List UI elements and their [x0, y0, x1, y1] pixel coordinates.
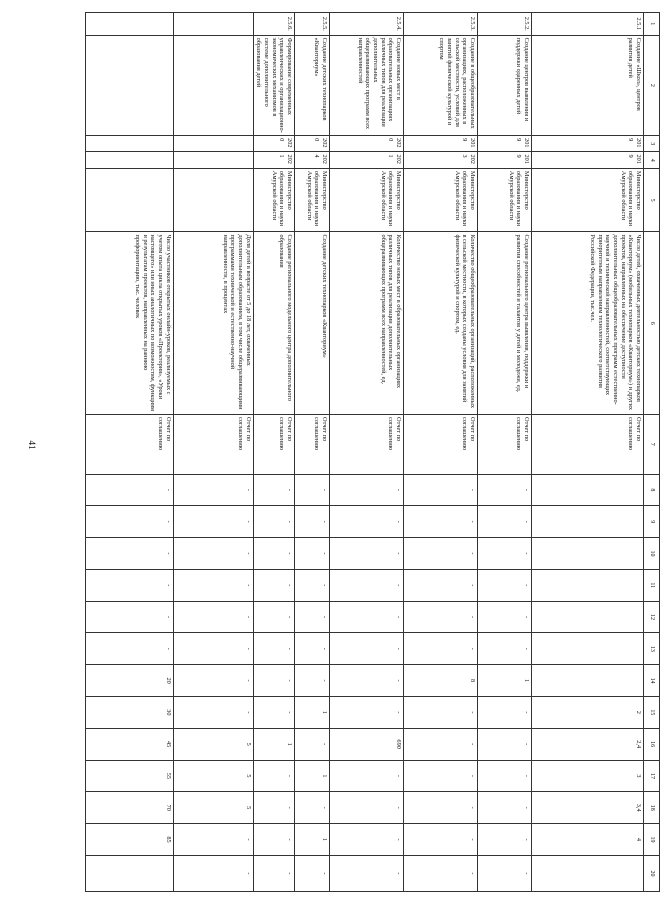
- table-cell: 2,4: [532, 728, 644, 760]
- table-cell: -: [253, 506, 294, 538]
- table-cell: 2: [532, 696, 644, 728]
- table-cell: -: [295, 855, 330, 891]
- table-cell: -: [173, 824, 253, 856]
- table-cell: 2020: [295, 136, 330, 152]
- table-cell: 30: [85, 696, 173, 728]
- table-cell: [532, 665, 644, 697]
- table-cell: [173, 13, 253, 36]
- table-cell: [532, 633, 644, 665]
- table-cell: Создание новых мест в образовательных организациях различных типов для реализации дополнительных общеразвивающих программ всех направленностей: [330, 35, 404, 136]
- table-cell: 2020: [253, 136, 294, 152]
- table-cell: -: [404, 538, 478, 570]
- header-cell: 11: [644, 569, 660, 601]
- table-cell: [173, 35, 253, 136]
- table-cell: [85, 152, 173, 168]
- table-cell: -: [330, 538, 404, 570]
- table-cell: -: [253, 538, 294, 570]
- table-cell: 8: [404, 665, 478, 697]
- table-cell: Число участников открытых онлайн-уроков, реализуемых с учетом опыта цикла открытых уроков «Проектория», «Уроки настоящего» или иных аналогичных по возможностям, функциям и результатам проектов, направленных на раннюю профориентацию, тыс. человек: [85, 232, 173, 415]
- table-cell: 55: [85, 760, 173, 792]
- table-cell: 2.5.5.: [295, 13, 330, 36]
- header-cell: 6: [644, 232, 660, 415]
- table-cell: -: [478, 633, 532, 665]
- table-cell: Формирование современных управленческих и организационно-экономических механизмов в системе дополнительного образования детей: [253, 35, 294, 136]
- table-cell: [173, 136, 253, 152]
- table-cell: -: [173, 538, 253, 570]
- table-cell: 690: [330, 728, 404, 760]
- table-cell: [85, 136, 173, 152]
- table-cell: -: [330, 824, 404, 856]
- table-cell: -: [85, 633, 173, 665]
- table-cell: -: [330, 760, 404, 792]
- table-cell: -: [330, 696, 404, 728]
- table-cell: -: [404, 633, 478, 665]
- table-cell: -: [85, 538, 173, 570]
- table-cell: 2019: [532, 136, 644, 152]
- table-cell: -: [295, 506, 330, 538]
- table-cell: Создание детских технопарков «Кванториум»: [295, 232, 330, 415]
- table-cell: 2.5.1: [532, 13, 644, 36]
- header-cell: 17: [644, 760, 660, 792]
- table-cell: 2.5.2.: [478, 13, 532, 36]
- table-cell: [173, 152, 253, 168]
- table-cell: 2023: [404, 152, 478, 168]
- table-cell: -: [253, 696, 294, 728]
- table-cell: -: [404, 855, 478, 891]
- table-cell: Отчет по соглашению: [173, 415, 253, 474]
- table-cell: Создание регионального модельного центра дополнительного образования: [253, 232, 294, 415]
- table-cell: 85: [85, 824, 173, 856]
- table-cell: Создание детских технопарков «Кванториум»: [295, 35, 330, 136]
- table-cell: Доля детей в возрасте от 5 до 18 лет, охваченных дополнительным образованием, в том числе общеразвивающими программами технической и естественно-научной направленности, в процентах: [173, 232, 253, 415]
- table-cell: 2019: [478, 152, 532, 168]
- header-cell: 7: [644, 415, 660, 474]
- table-cell: -: [478, 601, 532, 633]
- table-cell: 45: [85, 728, 173, 760]
- rotated-page: [92, 12, 660, 892]
- header-cell: 20: [644, 855, 660, 891]
- header-cell: 14: [644, 665, 660, 697]
- table-cell: -: [404, 824, 478, 856]
- table-cell: 2021: [253, 152, 294, 168]
- table-cell: -: [330, 601, 404, 633]
- table-cell: Отчет по соглашению: [330, 415, 404, 474]
- table-cell: -: [253, 824, 294, 856]
- table-cell: 1: [295, 760, 330, 792]
- table-cell: 5: [173, 760, 253, 792]
- table-cell: 2.5.3.: [404, 13, 478, 36]
- table-cell: -: [253, 760, 294, 792]
- table-cell: [532, 474, 644, 506]
- table-row: [478, 13, 532, 892]
- table-cell: [532, 569, 644, 601]
- table-row: [404, 13, 478, 892]
- table-cell: -: [478, 569, 532, 601]
- table-cell: [532, 538, 644, 570]
- header-cell: 2: [644, 35, 660, 136]
- table-cell: -: [330, 633, 404, 665]
- table-cell: -: [330, 474, 404, 506]
- table-cell: -: [330, 569, 404, 601]
- table-cell: -: [478, 696, 532, 728]
- program-table: [85, 12, 660, 892]
- table-cell: 70: [85, 792, 173, 824]
- table-cell: Отчет по соглашению: [404, 415, 478, 474]
- table-cell: Отчет по соглашению: [295, 415, 330, 474]
- table-cell: -: [478, 824, 532, 856]
- table-cell: -: [85, 474, 173, 506]
- table-cell: -: [404, 728, 478, 760]
- table-cell: -: [478, 792, 532, 824]
- table-cell: 1: [253, 728, 294, 760]
- table-cell: Создание «Школ», центров развития детей: [532, 35, 644, 136]
- table-row: [295, 13, 330, 892]
- header-cell: 3: [644, 136, 660, 152]
- table-cell: [85, 168, 173, 232]
- table-cell: Количество общеобразовательных организаций, расположенных в сельской местности, в которых созданы условия для занятий физической культурой и спортом, ед.: [404, 232, 478, 415]
- table-cell: Отчет по соглашению: [478, 415, 532, 474]
- table-cell: -: [295, 792, 330, 824]
- table-cell: [532, 601, 644, 633]
- table-cell: -: [478, 855, 532, 891]
- table-cell: Создание регионального центра выявления, поддержки и развития способностей и талантов у детей и молодежи, ед.: [478, 232, 532, 415]
- table-cell: Министерство образования и науки Амурской области: [478, 168, 532, 232]
- table-cell: -: [253, 633, 294, 665]
- table-cell: -: [173, 601, 253, 633]
- table-cell: -: [253, 855, 294, 891]
- table-cell: [173, 168, 253, 232]
- table-cell: -: [173, 633, 253, 665]
- table-cell: Создание в общеобразовательных организациях, расположенных в сельской местности, условий для занятий физической культурой и спортом: [404, 35, 478, 136]
- table-cell: -: [253, 601, 294, 633]
- table-cell: 2019: [404, 136, 478, 152]
- table-cell: -: [404, 506, 478, 538]
- table-cell: -: [330, 792, 404, 824]
- table-cell: -: [173, 506, 253, 538]
- header-cell: 19: [644, 824, 660, 856]
- table-cell: Отчет по соглашению: [85, 415, 173, 474]
- table-cell: Министерство образования и науки Амурской области: [330, 168, 404, 232]
- table-cell: -: [404, 569, 478, 601]
- table-cell: 20: [85, 665, 173, 697]
- table-cell: Число детей, охваченных деятельностью детских технопарков «Кванториум» (мобильных технопарков «Кванториум») и других проектов, направленных на обеспечение доступности дополнительных общеобразовательных программ естественно-научной и технической направленностей, соответствующих приоритетным направлениям технологического развития Российской Федерации, тыс.чел.: [532, 232, 644, 415]
- table-cell: 2024: [295, 152, 330, 168]
- table-cell: Создание центров выявления и поддержки одаренных детей: [478, 35, 532, 136]
- table-row: [532, 13, 644, 892]
- table-row: [173, 13, 253, 892]
- table-cell: -: [330, 855, 404, 891]
- table-row: [253, 13, 294, 892]
- header-row: [644, 13, 660, 892]
- header-cell: 4: [644, 152, 660, 168]
- table-cell: [532, 506, 644, 538]
- header-cell: 12: [644, 601, 660, 633]
- table-cell: 2019: [478, 136, 532, 152]
- table-cell: -: [85, 569, 173, 601]
- table-cell: 2019: [532, 152, 644, 168]
- table-cell: -: [295, 538, 330, 570]
- table-row: [85, 13, 173, 892]
- header-cell: 18: [644, 792, 660, 824]
- table-cell: -: [404, 474, 478, 506]
- table-cell: 5: [173, 792, 253, 824]
- table-cell: -: [404, 760, 478, 792]
- table-cell: -: [478, 506, 532, 538]
- table-cell: -: [173, 696, 253, 728]
- header-cell: 1: [644, 13, 660, 36]
- table-cell: -: [173, 855, 253, 891]
- header-cell: 13: [644, 633, 660, 665]
- table-cell: 5: [173, 728, 253, 760]
- page-number: 41: [27, 440, 37, 450]
- table-cell: 4: [532, 824, 644, 856]
- table-cell: -: [85, 601, 173, 633]
- table-cell: Министерство образования и науки Амурской области: [532, 168, 644, 232]
- table-cell: [532, 855, 644, 891]
- table-cell: Отчет по соглашению: [253, 415, 294, 474]
- table-cell: -: [478, 538, 532, 570]
- table-cell: -: [404, 696, 478, 728]
- header-cell: 16: [644, 728, 660, 760]
- table-cell: -: [173, 665, 253, 697]
- table-cell: -: [85, 506, 173, 538]
- table-cell: 1: [478, 665, 532, 697]
- table-cell: -: [404, 792, 478, 824]
- table-cell: [85, 855, 173, 891]
- table-cell: -: [330, 665, 404, 697]
- table-cell: -: [404, 601, 478, 633]
- table-cell: 2.5.6.: [253, 13, 294, 36]
- table-cell: [85, 35, 173, 136]
- table-cell: Отчет по соглашению: [532, 415, 644, 474]
- table-cell: -: [295, 633, 330, 665]
- table-cell: Министерство образования и науки Амурской области: [295, 168, 330, 232]
- table-cell: -: [295, 728, 330, 760]
- table-cell: -: [478, 474, 532, 506]
- table-cell: -: [173, 474, 253, 506]
- header-cell: 9: [644, 506, 660, 538]
- table-cell: -: [295, 665, 330, 697]
- table-cell: 2021: [330, 152, 404, 168]
- table-cell: -: [295, 569, 330, 601]
- table-cell: 3,4: [532, 792, 644, 824]
- table-cell: -: [173, 569, 253, 601]
- table-cell: 2020: [330, 136, 404, 152]
- table-cell: 1: [295, 824, 330, 856]
- table-cell: -: [253, 569, 294, 601]
- table-cell: 3: [532, 760, 644, 792]
- table-cell: 2.5.4.: [330, 13, 404, 36]
- table-cell: -: [478, 728, 532, 760]
- table-cell: Министерство образования и науки Амурской области: [404, 168, 478, 232]
- header-cell: 15: [644, 696, 660, 728]
- header-cell: 5: [644, 168, 660, 232]
- table-cell: -: [478, 760, 532, 792]
- table-cell: Министерство образования и науки Амурской области: [253, 168, 294, 232]
- table-cell: [85, 13, 173, 36]
- table-cell: -: [330, 506, 404, 538]
- table-cell: 1: [295, 696, 330, 728]
- header-cell: 10: [644, 538, 660, 570]
- table-cell: -: [253, 792, 294, 824]
- table-cell: -: [253, 474, 294, 506]
- table-cell: Количество новых мест в образовательных организациях различных типов для реализации дополнительных общеразвивающих программ всех направленностей, ед.: [330, 232, 404, 415]
- table-row: [330, 13, 404, 892]
- table-cell: -: [295, 601, 330, 633]
- table-cell: -: [253, 665, 294, 697]
- table-cell: -: [295, 474, 330, 506]
- header-cell: 8: [644, 474, 660, 506]
